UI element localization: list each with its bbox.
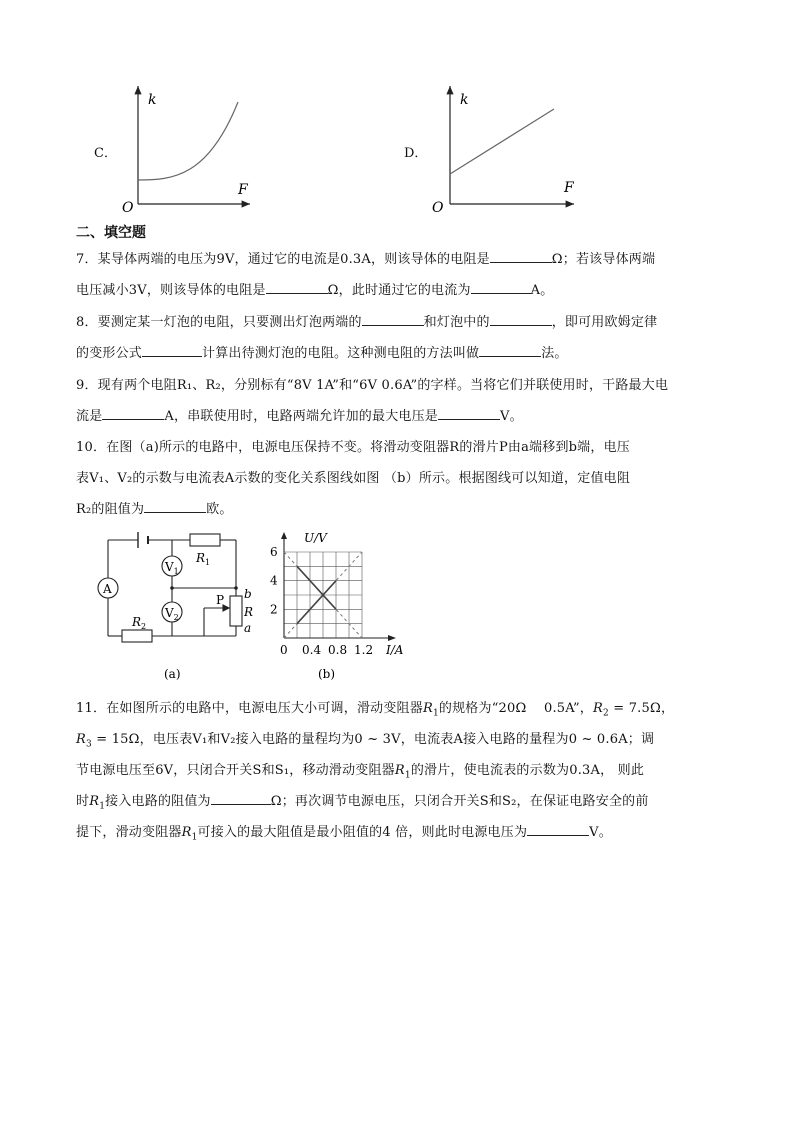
q7-blank-3[interactable] (471, 280, 531, 294)
chart-x-tick: 0 (280, 643, 288, 657)
option-c-label: C． (94, 146, 117, 161)
graph-d-y-label: k (460, 92, 469, 108)
q11-text-3a: 节电源电压至6V，只闭合开关S和S₁，移动滑动变阻器 (76, 763, 395, 778)
q11-r1-sub-2: 1 (404, 770, 411, 781)
q7-blank-2[interactable] (266, 280, 328, 294)
q9-blank-1[interactable] (102, 406, 164, 420)
chart-x-tick: 0.8 (328, 643, 348, 657)
q11-r1-symbol-2: R (394, 763, 405, 778)
chart-y-tick: 6 (270, 545, 278, 559)
q9-line-2 (76, 405, 523, 424)
q10-blank-1[interactable] (144, 499, 206, 513)
q11-text-1d: 的规格为“20Ω 0.5A”， (438, 701, 593, 716)
q7-text-1b: Ω；若该导体两端 (551, 252, 656, 267)
section-heading: 二、填空题 (76, 225, 146, 241)
q7-line-1 (76, 248, 655, 267)
q9-text-2c: V。 (500, 409, 523, 424)
rheostat-label: R (244, 605, 254, 619)
q11-r1-sub-3: 1 (99, 801, 106, 812)
q9-line-1: 9．现有两个电阻R₁、R₂，分别标有“8V 1A”和“6V 0.6A”的字样。当将它们并联使用时，干路最大电 (76, 378, 669, 393)
q11-r1-symbol: R (422, 701, 433, 716)
chart-x-arrow (388, 635, 396, 641)
chart-y-axis-label: U/V (304, 531, 327, 545)
option-d-label: D． (404, 146, 428, 161)
q11-r2-sub: 2 (603, 708, 609, 719)
q7-blank-1[interactable] (490, 249, 552, 263)
q11-line-5 (76, 821, 612, 843)
q8-blank-3[interactable] (142, 343, 202, 357)
q11-r1-symbol-4: R (181, 825, 192, 840)
q11-r1-sub-4: 1 (191, 832, 198, 843)
q8-blank-1[interactable] (362, 312, 424, 326)
r2-label: $R_2$ (132, 615, 147, 631)
q8-text-2b: 计算出待测灯泡的电阻。这种测电阻的方法叫做 (202, 346, 480, 361)
graph-d-origin: O (432, 200, 444, 214)
q10-line-1: 10．在图（a)所示的电路中，电源电压保持不变。将滑动变阻器R的滑片P由a端移到b端，电压 (76, 440, 630, 455)
q11-text-5a: 提下，滑动变阻器 (76, 825, 182, 840)
q11-blank-1[interactable] (211, 791, 271, 805)
chart-b (266, 526, 426, 686)
q10-text-3b: 欧。 (206, 502, 233, 517)
q8-blank-2[interactable] (490, 312, 552, 326)
graph-c-y-label: k (148, 92, 157, 108)
q7-text-1a: 7．某导体两端的电压为9V，通过它的电流是0.3A，则该导体的电阻是 (76, 252, 490, 267)
q11-r2-symbol: R (593, 701, 603, 716)
q8-text-1b: 和灯泡中的 (423, 315, 490, 330)
graph-c-curve (138, 102, 238, 180)
voltmeter-v1-label: $V_1$ (165, 560, 179, 576)
graph-c-x-label: F (238, 182, 248, 198)
graph-d-x-label: F (564, 180, 574, 196)
q11-text-4a: 时 (76, 794, 90, 809)
q8-line-2 (76, 342, 568, 361)
chart-y-tick: 2 (270, 602, 278, 617)
rheostat-end-b: b (244, 587, 252, 601)
q11-text-2c: = 15Ω，电压表V₁和V₂接入电路的量程均为0 ~ 3V，电流表A接入电路的量程为0 ~ 0.6A；调 (91, 732, 655, 747)
rheostat-end-a: a (244, 621, 252, 635)
q11-r1-symbol-3: R (89, 794, 100, 809)
q7-line-2 (76, 279, 553, 298)
q8-text-1a: 8．要测定某一灯泡的电阻，只要测出灯泡两端的 (76, 315, 362, 330)
q11-r3-sub: 3 (86, 739, 92, 750)
q8-text-2a: 的变形公式 (76, 346, 143, 361)
q11-r1-sub: 1 (432, 708, 439, 719)
q11-line-1 (76, 697, 674, 719)
q8-text-2c: 法。 (541, 346, 568, 361)
graph-d (430, 82, 580, 214)
chart-caption: (b) (318, 667, 336, 681)
ammeter-label: A (103, 582, 112, 596)
q11-line-4 (76, 790, 649, 812)
q8-blank-4[interactable] (479, 343, 541, 357)
q11-line-2 (76, 728, 654, 750)
q11-text-4e: Ω；再次调节电源电压，只闭合开关S和S₂，在保证电路安全的前 (270, 794, 649, 809)
q10-line-2: 表V₁、V₂的示数与电流表A示数的变化关系图线如图 （b）所示。根据图线可以知道，定值电阻 (76, 471, 631, 486)
q10-line-3 (76, 498, 233, 517)
r1-label: $R_1$ (196, 551, 211, 567)
graph-c (118, 82, 258, 214)
q11-blank-2[interactable] (527, 822, 589, 836)
circuit-caption: (a) (164, 667, 181, 681)
voltmeter-v2-label: $V_2$ (165, 606, 179, 622)
q11-text-1g: = 7.5Ω， (608, 701, 675, 716)
q11-text-4d: 接入电路的阻值为 (105, 794, 211, 809)
chart-x-axis-label: I/A (386, 643, 404, 657)
chart-y-tick: 4 (270, 573, 278, 588)
q8-text-1c: ，即可用欧姆定律 (551, 315, 658, 330)
q9-text-2b: A，串联使用时，电路两端允许加的最大电压是 (164, 409, 438, 424)
circuit-diagram (92, 526, 262, 686)
q11-line-3 (76, 759, 644, 781)
q7-text-2a: 电压减小3V，则该导体的电阻是 (76, 283, 266, 298)
q11-text-5e: V。 (589, 825, 612, 840)
q10-text-3a: R₂的阻值为 (76, 502, 145, 517)
slider-p-label: P (216, 593, 225, 607)
q11-r3-symbol: R (76, 732, 86, 747)
q11-text-1a: 11．在如图所示的电路中，电源电压大小可调，滑动变阻器 (76, 701, 423, 716)
q8-line-1 (76, 311, 657, 330)
q7-text-2c: A。 (530, 283, 554, 298)
chart-y-arrow (281, 532, 287, 539)
q11-text-5d: 可接入的最大阻值是最小阻值的4 倍，则此时电源电压为 (197, 825, 528, 840)
q7-text-2b: Ω，此时通过它的电流为 (327, 283, 471, 298)
chart-x-tick: 0.4 (302, 643, 322, 657)
q11-text-3d: 的滑片，使电流表的示数为0.3A， 则此 (410, 763, 645, 778)
graph-d-line (450, 109, 554, 174)
chart-x-tick: 1.2 (354, 643, 374, 657)
q9-blank-2[interactable] (438, 406, 500, 420)
q9-text-2a: 流是 (76, 409, 103, 424)
graph-c-origin: O (122, 200, 134, 214)
